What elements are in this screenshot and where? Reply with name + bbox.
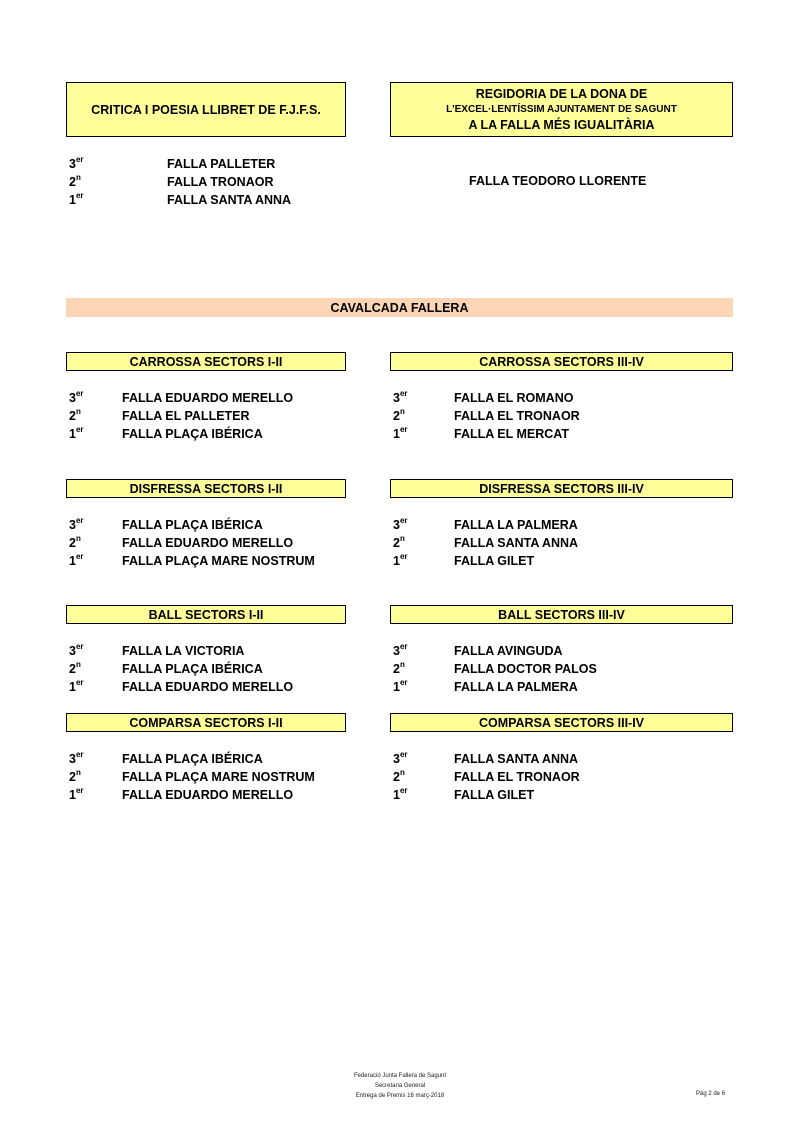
footer-line3: Entrega de Premis 16 març-2018 [355, 1093, 445, 1099]
llibret-award-header [66, 82, 346, 137]
rank-number: 3er [69, 750, 84, 766]
result-name: FALLA PLAÇA IBÉRICA [122, 662, 263, 676]
result-name: FALLA PALLETER [167, 157, 276, 171]
cavalcada-band [66, 298, 733, 317]
result-name: FALLA PLAÇA MARE NOSTRUM [122, 554, 315, 568]
section-title: COMPARSA SECTORS I-II [129, 715, 283, 730]
section-header-right [390, 352, 733, 371]
igualitaria-line2: L'EXCEL·LENTÍSSIM AJUNTAMENT DE SAGUNT [446, 104, 677, 115]
igualitaria-line1: REGIDORIA DE LA DONA DE [475, 87, 648, 101]
result-name: FALLA PLAÇA IBÉRICA [122, 752, 263, 766]
result-name: FALLA AVINGUDA [454, 644, 563, 658]
rank-number: 3er [69, 155, 84, 171]
rank-number: 3er [69, 516, 84, 532]
section-header-left [66, 713, 346, 732]
rank-number: 1er [393, 786, 408, 802]
footer-line2: Secretaria General [374, 1083, 426, 1089]
rank-number: 1er [69, 191, 84, 207]
rank-number: 3er [69, 642, 84, 658]
result-name: FALLA SANTA ANNA [454, 536, 579, 550]
igualitaria-winner: FALLA TEODORO LLORENTE [469, 174, 647, 188]
result-name: FALLA EL TRONAOR [454, 409, 580, 423]
result-name: FALLA EDUARDO MERELLO [122, 391, 294, 405]
result-name: FALLA EDUARDO MERELLO [122, 536, 294, 550]
section-title: DISFRESSA SECTORS I-II [129, 481, 283, 496]
section-header-left [66, 605, 346, 624]
result-name: FALLA LA VICTORIA [122, 644, 245, 658]
rank-number: 1er [69, 425, 84, 441]
rank-number: 1er [393, 425, 408, 441]
result-name: FALLA PLAÇA IBÉRICA [122, 518, 263, 532]
cavalcada-title: CAVALCADA FALLERA [330, 300, 469, 315]
rank-number: 3er [393, 389, 408, 405]
result-name: FALLA GILET [454, 554, 535, 568]
rank-number: 3er [393, 750, 408, 766]
result-name: FALLA EL TRONAOR [454, 770, 580, 784]
section-header-left [66, 352, 346, 371]
section-header-left [66, 479, 346, 498]
page-footer [320, 1071, 480, 1101]
igualitaria-line3: A LA FALLA MÉS IGUALITÀRIA [468, 118, 655, 132]
result-name: FALLA EL MERCAT [454, 427, 570, 441]
section-header-right [390, 605, 733, 624]
rank-number: 3er [393, 516, 408, 532]
rank-number: 2$^n$ [69, 768, 81, 784]
section-header-right [390, 479, 733, 498]
rank-number: 3er [393, 642, 408, 658]
result-name: FALLA SANTA ANNA [167, 193, 292, 207]
section-title: BALL SECTORS I-II [148, 607, 264, 622]
rank-number: 2$^n$ [393, 534, 405, 550]
rank-number: 1er [69, 552, 84, 568]
result-name: FALLA EL PALLETER [122, 409, 250, 423]
page-number: Pàg 2 de 6 [696, 1091, 726, 1097]
igualitaria-award-header [390, 82, 733, 137]
result-name: FALLA EL ROMANO [454, 391, 574, 405]
rank-number: 2$^n$ [393, 768, 405, 784]
result-name: FALLA GILET [454, 788, 535, 802]
section-title: CARROSSA SECTORS III-IV [479, 354, 644, 369]
rank-number: 1er [69, 786, 84, 802]
rank-number: 1er [393, 678, 408, 694]
result-name: FALLA PLAÇA IBÉRICA [122, 427, 263, 441]
rank-number: 3er [69, 389, 84, 405]
section-title: COMPARSA SECTORS III-IV [478, 715, 645, 730]
rank-number: 2$^n$ [69, 534, 81, 550]
result-name: FALLA EDUARDO MERELLO [122, 680, 294, 694]
result-name: FALLA PLAÇA MARE NOSTRUM [122, 770, 315, 784]
section-title: BALL SECTORS III-IV [498, 607, 625, 622]
rank-number: 2$^n$ [69, 173, 81, 189]
rank-number: 1er [69, 678, 84, 694]
footer-line1: Federació Junta Fallera de Sagunt [353, 1073, 447, 1079]
result-name: FALLA LA PALMERA [454, 680, 578, 694]
rank-number: 1er [393, 552, 408, 568]
section-title: DISFRESSA SECTORS III-IV [479, 481, 644, 496]
result-name: FALLA SANTA ANNA [454, 752, 579, 766]
rank-number: 2$^n$ [69, 660, 81, 676]
rank-number: 2$^n$ [393, 407, 405, 423]
llibret-award-title: CRITICA I POESIA LLIBRET DE F.J.F.S. [91, 102, 321, 117]
rank-number: 2$^n$ [393, 660, 405, 676]
rank-number: 2$^n$ [69, 407, 81, 423]
section-header-right [390, 713, 733, 732]
result-name: FALLA LA PALMERA [454, 518, 578, 532]
result-name: FALLA TRONAOR [167, 175, 274, 189]
result-name: FALLA EDUARDO MERELLO [122, 788, 294, 802]
result-name: FALLA DOCTOR PALOS [454, 662, 597, 676]
section-title: CARROSSA SECTORS I-II [129, 354, 283, 369]
